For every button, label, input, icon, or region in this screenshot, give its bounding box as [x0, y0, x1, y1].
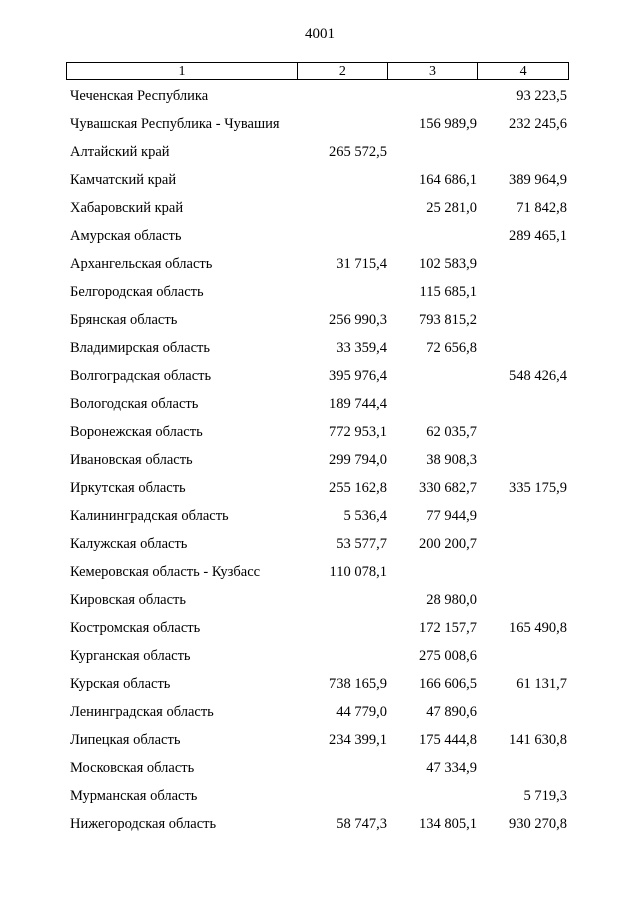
- value-col-4: 289 465,1: [509, 228, 567, 244]
- table-row: [0, 448, 640, 476]
- value-col-2: 299 794,0: [329, 452, 387, 468]
- region-name: Липецкая область: [70, 732, 181, 748]
- region-name: Нижегородская область: [70, 816, 217, 832]
- value-col-3: 172 157,7: [419, 620, 477, 636]
- table-row: [0, 252, 640, 280]
- table-row: [0, 336, 640, 364]
- value-col-3: 72 656,8: [426, 340, 477, 356]
- region-name: Брянская область: [70, 312, 178, 328]
- value-col-4: 93 223,5: [516, 88, 567, 104]
- value-col-3: 200 200,7: [419, 536, 477, 552]
- value-col-2: 255 162,8: [329, 480, 387, 496]
- value-col-4: 232 245,6: [509, 116, 567, 132]
- header-col-2: 2: [298, 63, 388, 79]
- region-name: Хабаровский край: [70, 200, 184, 216]
- value-col-2: 772 953,1: [329, 424, 387, 440]
- table-row: [0, 728, 640, 756]
- value-col-3: 134 805,1: [419, 816, 477, 832]
- region-name: Курганская область: [70, 648, 191, 664]
- value-col-3: 164 686,1: [419, 172, 477, 188]
- table-row: [0, 616, 640, 644]
- value-col-2: 33 359,4: [336, 340, 387, 356]
- value-col-2: 110 078,1: [329, 564, 387, 580]
- value-col-2: 58 747,3: [336, 816, 387, 832]
- table-body: [0, 84, 640, 840]
- value-col-4: 548 426,4: [509, 368, 567, 384]
- value-col-3: 47 890,6: [426, 704, 477, 720]
- value-col-3: 115 685,1: [419, 284, 477, 300]
- value-col-2: 738 165,9: [329, 676, 387, 692]
- value-col-2: 395 976,4: [329, 368, 387, 384]
- region-name: Курская область: [70, 676, 171, 692]
- value-col-3: 175 444,8: [419, 732, 477, 748]
- table-row: [0, 364, 640, 392]
- region-name: Чувашская Республика - Чувашия: [70, 116, 280, 132]
- region-name: Московская область: [70, 760, 195, 776]
- table-row: [0, 588, 640, 616]
- value-col-4: 5 719,3: [523, 788, 567, 804]
- table-row: [0, 112, 640, 140]
- table-row: [0, 84, 640, 112]
- value-col-3: 77 944,9: [426, 508, 477, 524]
- region-name: Чеченская Республика: [70, 88, 209, 104]
- value-col-3: 156 989,9: [419, 116, 477, 132]
- region-name: Архангельская область: [70, 256, 213, 272]
- value-col-3: 275 008,6: [419, 648, 477, 664]
- value-col-2: 44 779,0: [336, 704, 387, 720]
- region-name: Волгоградская область: [70, 368, 212, 384]
- table-header: [66, 62, 569, 80]
- table-row: [0, 280, 640, 308]
- table-row: [0, 308, 640, 336]
- value-col-4: 165 490,8: [509, 620, 567, 636]
- value-col-4: 930 270,8: [509, 816, 567, 832]
- table-row: [0, 784, 640, 812]
- table-row: [0, 532, 640, 560]
- value-col-4: 141 630,8: [509, 732, 567, 748]
- region-name: Алтайский край: [70, 144, 170, 160]
- table-row: [0, 392, 640, 420]
- value-col-3: 47 334,9: [426, 760, 477, 776]
- value-col-4: 71 842,8: [516, 200, 567, 216]
- table-row: [0, 560, 640, 588]
- value-col-2: 265 572,5: [329, 144, 387, 160]
- header-col-3: 3: [388, 63, 479, 79]
- value-col-2: 5 536,4: [343, 508, 387, 524]
- value-col-3: 25 281,0: [426, 200, 477, 216]
- region-name: Калужская область: [70, 536, 188, 552]
- value-col-3: 793 815,2: [419, 312, 477, 328]
- region-name: Воронежская область: [70, 424, 203, 440]
- page-number: 4001: [305, 26, 335, 42]
- table-row: [0, 812, 640, 840]
- table-row: [0, 224, 640, 252]
- region-name: Мурманская область: [70, 788, 198, 804]
- value-col-2: 31 715,4: [336, 256, 387, 272]
- value-col-3: 62 035,7: [426, 424, 477, 440]
- value-col-3: 330 682,7: [419, 480, 477, 496]
- region-name: Ленинградская область: [70, 704, 214, 720]
- table-row: [0, 504, 640, 532]
- table-row: [0, 644, 640, 672]
- region-name: Белгородская область: [70, 284, 204, 300]
- region-name: Калининградская область: [70, 508, 229, 524]
- value-col-3: 38 908,3: [426, 452, 477, 468]
- table-row: [0, 420, 640, 448]
- region-name: Костромская область: [70, 620, 201, 636]
- region-name: Амурская область: [70, 228, 182, 244]
- table-row: [0, 196, 640, 224]
- value-col-4: 61 131,7: [516, 676, 567, 692]
- region-name: Вологодская область: [70, 396, 199, 412]
- table-row: [0, 700, 640, 728]
- table-row: [0, 756, 640, 784]
- header-col-1: 1: [67, 63, 298, 79]
- region-name: Иркутская область: [70, 480, 186, 496]
- value-col-2: 234 399,1: [329, 732, 387, 748]
- value-col-4: 389 964,9: [509, 172, 567, 188]
- value-col-4: 335 175,9: [509, 480, 567, 496]
- value-col-2: 53 577,7: [336, 536, 387, 552]
- table-row: [0, 168, 640, 196]
- region-name: Владимирская область: [70, 340, 210, 356]
- value-col-3: 102 583,9: [419, 256, 477, 272]
- region-name: Кемеровская область - Кузбасс: [70, 564, 261, 580]
- value-col-3: 28 980,0: [426, 592, 477, 608]
- table-row: [0, 672, 640, 700]
- region-name: Камчатский край: [70, 172, 177, 188]
- value-col-2: 256 990,3: [329, 312, 387, 328]
- value-col-3: 166 606,5: [419, 676, 477, 692]
- region-name: Кировская область: [70, 592, 187, 608]
- region-name: Ивановская область: [70, 452, 193, 468]
- value-col-2: 189 744,4: [329, 396, 387, 412]
- table-row: [0, 140, 640, 168]
- table-row: [0, 476, 640, 504]
- header-col-4: 4: [519, 64, 527, 79]
